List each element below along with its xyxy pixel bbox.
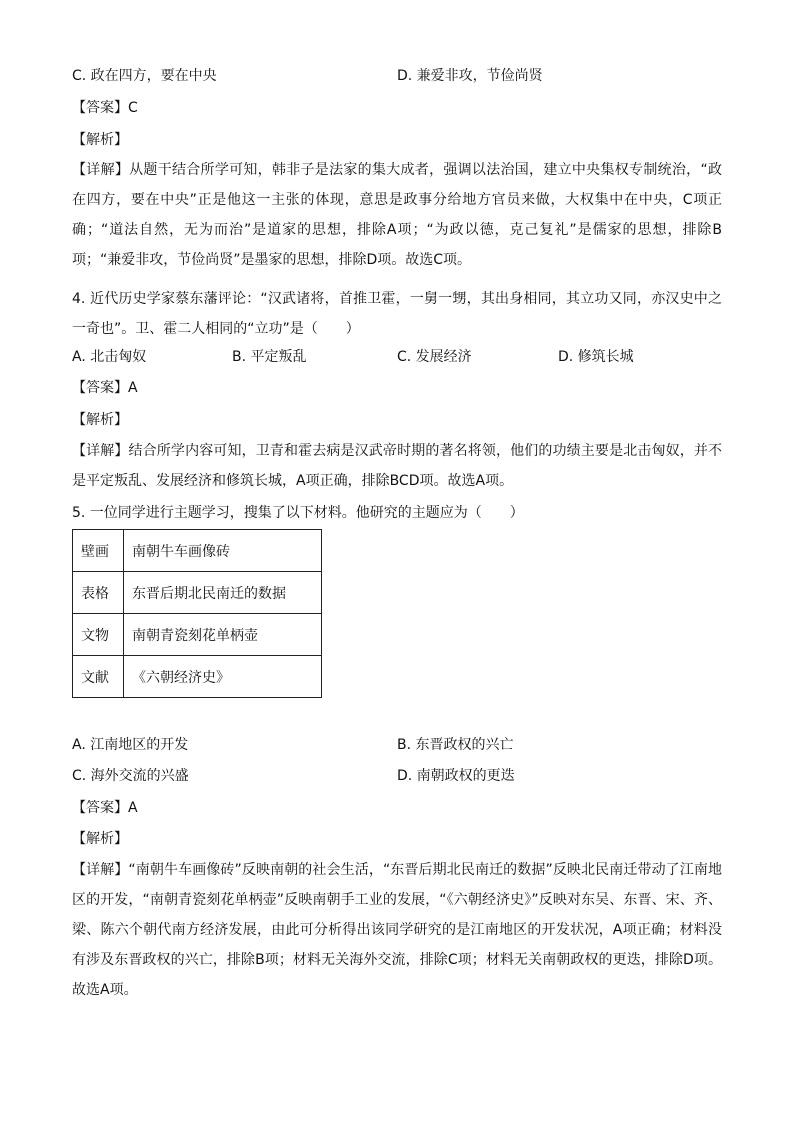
q5-option-a: A. 江南地区的开发 (72, 737, 189, 753)
q4-analysis-heading: 【解析】 (72, 412, 128, 428)
q4-option-a: A. 北击匈奴 (72, 349, 147, 365)
q5-option-c: C. 海外交流的兴盛 (72, 768, 189, 784)
table-cell-item: 《六朝经济史》 (124, 656, 322, 698)
table-cell-item: 南朝牛车画像砖 (124, 530, 322, 572)
table-row (73, 614, 322, 656)
table-cell-type: 文献 (73, 656, 124, 698)
table-row (73, 530, 322, 572)
q5-detail: 【详解】“南朝牛车画像砖”反映南朝的社会生活，“东晋后期北民南迁的数据”反映北民南迁带动了江南地区的开发，“南朝青瓷刻花单柄壶”反映南朝手工业的发展，“《六朝经济史》”反映对东吴、东晋、宋、齐、梁、陈六个朝代南方经济发展，由此可分析得出该同学研究的是江南地区的开发状况，A项正确；材料没有涉及东晋政权的兴亡，排除B项；材料无关海外交流，排除C项；材料无关南朝政权的更迭，排除D项。故选A项。 (72, 862, 722, 998)
table-cell-type: 表格 (73, 572, 124, 614)
q5-answer: 【答案】A (72, 800, 138, 816)
q3-answer: 【答案】C (72, 100, 138, 116)
q4-option-d: D. 修筑长城 (558, 349, 634, 365)
q4-option-b: B. 平定叛乱 (232, 349, 307, 365)
q5-material-table (72, 529, 322, 698)
table-cell-type: 文物 (73, 614, 124, 656)
q4-detail: 【详解】结合所学内容可知，卫青和霍去病是汉武帝时期的著名将领，他们的功绩主要是北击匈奴，并不是平定叛乱、发展经济和修筑长城，A项正确，排除BCD项。故选A项。 (72, 443, 722, 489)
q3-option-c: C. 政在四方，要在中央 (72, 68, 217, 84)
table-cell-type: 壁画 (73, 530, 124, 572)
q4-answer: 【答案】A (72, 380, 138, 396)
q5-option-b: B. 东晋政权的兴亡 (397, 737, 514, 753)
table-cell-item: 东晋后期北民南迁的数据 (124, 572, 322, 614)
q5-analysis-heading: 【解析】 (72, 831, 128, 847)
q3-analysis-heading: 【解析】 (72, 132, 128, 148)
table-row (73, 656, 322, 698)
q4-option-c: C. 发展经济 (397, 349, 472, 365)
q5-option-d: D. 南朝政权的更迭 (397, 768, 515, 784)
q3-option-d: D. 兼爱非攻，节俭尚贤 (397, 68, 543, 84)
q3-detail: 【详解】从题干结合所学可知，韩非子是法家的集大成者，强调以法治国，建立中央集权专制统治，“政在四方，要在中央”正是他这一主张的体现，意思是政事分给地方官员来做，大权集中在中央，C项正确；“道法自然，无为而治”是道家的思想，排除A项；“为政以德，克己复礼”是儒家的思想，排除B项；“兼爱非攻，节俭尚贤”是墨家的思想，排除D项。故选C项。 (72, 162, 722, 268)
q4-stem: 4. 近代历史学家蔡东藩评论：“汉武诸将，首推卫霍，一舅一甥，其出身相同，其立功又同，亦汉史中之一奇也”。卫、霍二人相同的“立功”是（ ） (72, 291, 722, 337)
q5-stem: 5. 一位同学进行主题学习，搜集了以下材料。他研究的主题应为（ ） (72, 505, 524, 521)
table-cell-item: 南朝青瓷刻花单柄壶 (124, 614, 322, 656)
table-row (73, 572, 322, 614)
